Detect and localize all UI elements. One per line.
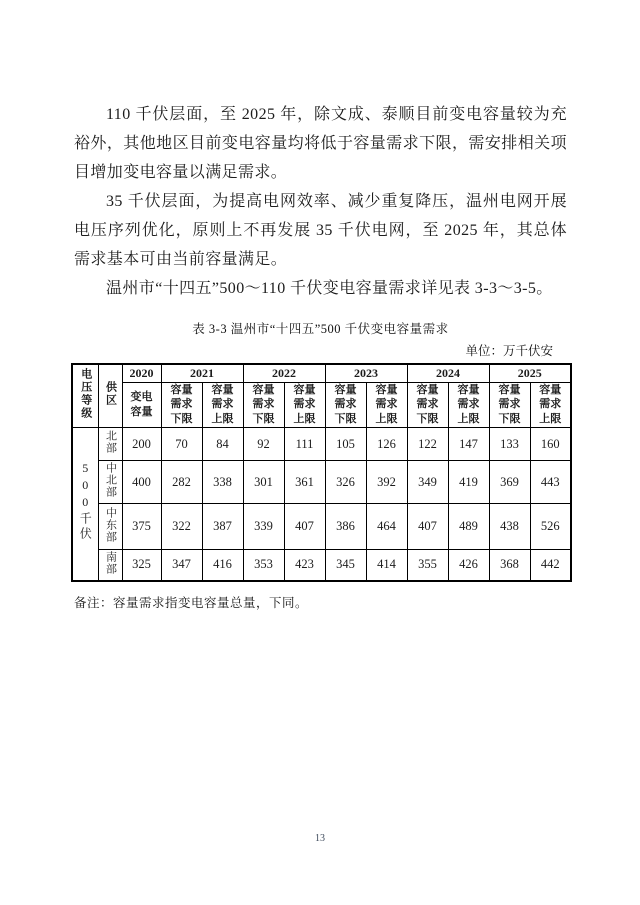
sub-header-upper-2024: [448, 382, 489, 428]
data-cell: 407: [284, 504, 325, 550]
sub-header-upper-2022: [284, 382, 325, 428]
table-row-north: [72, 428, 571, 461]
table-header-sub-row: [72, 382, 571, 428]
data-cell: 400: [122, 461, 161, 504]
data-cell: 387: [202, 504, 243, 550]
data-cell: 355: [407, 550, 448, 581]
sub-header-upper-2023: [366, 382, 407, 428]
data-cell: 338: [202, 461, 243, 504]
data-cell: 122: [407, 428, 448, 461]
sub-header-label: 容量需求上限: [211, 383, 234, 426]
data-cell: 464: [366, 504, 407, 550]
data-cell: 200: [122, 428, 161, 461]
sub-header-label: 容量需求上限: [457, 383, 480, 426]
table-row-mideast: [72, 504, 571, 550]
data-cell: 368: [489, 550, 530, 581]
data-cell: 353: [243, 550, 284, 581]
data-cell: 84: [202, 428, 243, 461]
data-cell: 105: [325, 428, 366, 461]
voltage-group-label: 500千伏: [78, 461, 93, 543]
table-row-midnorth: [72, 461, 571, 504]
sub-header-label: 变电容量: [130, 390, 153, 418]
sub-header-label: 容量需求下限: [334, 383, 357, 426]
sub-header-existing-capacity: [122, 382, 161, 428]
data-cell: 133: [489, 428, 530, 461]
data-cell: 347: [161, 550, 202, 581]
paragraph-table-ref: 温州市“十四五”500～110 千伏变电容量需求详见表 3-3～3-5。: [106, 280, 553, 297]
sub-header-lower-2025: [489, 382, 530, 428]
table-note: 备注：容量需求指变电容量总量，下同。: [74, 595, 309, 610]
area-cell: [98, 504, 122, 550]
sub-header-label: 容量需求上限: [539, 383, 562, 426]
data-cell: 375: [122, 504, 161, 550]
data-cell: 416: [202, 550, 243, 581]
voltage-level-header-cell: [72, 364, 98, 428]
data-cell: 345: [325, 550, 366, 581]
page-number: 13: [315, 833, 325, 844]
data-cell: 386: [325, 504, 366, 550]
sub-header-label: 容量需求下限: [498, 383, 521, 426]
sub-header-lower-2022: [243, 382, 284, 428]
data-cell: 419: [448, 461, 489, 504]
data-cell: 361: [284, 461, 325, 504]
data-cell: 426: [448, 550, 489, 581]
area-cell: [98, 428, 122, 461]
sub-header-lower-2024: [407, 382, 448, 428]
sub-header-upper-2021: [202, 382, 243, 428]
data-cell: 443: [530, 461, 571, 504]
data-cell: 147: [448, 428, 489, 461]
year-header-2022: 2022: [243, 364, 325, 382]
data-cell: 392: [366, 461, 407, 504]
year-header-2021: 2021: [161, 364, 243, 382]
supply-area-header-cell: [98, 364, 122, 428]
area-cell: [98, 461, 122, 504]
data-cell: 325: [122, 550, 161, 581]
supply-area-header: 供区: [104, 381, 117, 408]
data-cell: 70: [161, 428, 202, 461]
voltage-level-header: 电压等级: [79, 368, 92, 421]
capacity-demand-table: [71, 363, 572, 582]
data-cell: 349: [407, 461, 448, 504]
data-cell: 407: [407, 504, 448, 550]
sub-header-upper-2025: [530, 382, 571, 428]
data-cell: 369: [489, 461, 530, 504]
sub-header-label: 容量需求上限: [375, 383, 398, 426]
data-cell: 126: [366, 428, 407, 461]
data-cell: 282: [161, 461, 202, 504]
sub-header-label: 容量需求下限: [170, 383, 193, 426]
year-header-2023: 2023: [325, 364, 407, 382]
sub-header-label: 容量需求下限: [416, 383, 439, 426]
sub-header-lower-2023: [325, 382, 366, 428]
data-cell: 489: [448, 504, 489, 550]
data-cell: 111: [284, 428, 325, 461]
paragraph-110kv: 110 千伏层面，至 2025 年，除文成、泰顺目前变电容量较为充裕外，其他地区目前变电容量均将低于容量需求下限，需安排相关项目增加变电容量以满足需求。: [74, 106, 567, 181]
data-cell: 442: [530, 550, 571, 581]
data-cell: 322: [161, 504, 202, 550]
data-cell: 326: [325, 461, 366, 504]
data-cell: 92: [243, 428, 284, 461]
table-header-years-row: [72, 364, 571, 382]
data-cell: 160: [530, 428, 571, 461]
sub-header-lower-2021: [161, 382, 202, 428]
paragraph-35kv: 35 千伏层面，为提高电网效率、减少重复降压，温州电网开展电压序列优化，原则上不再发展 35 千伏电网，至 2025 年，其总体需求基本可由当前容量满足。: [74, 193, 567, 268]
data-cell: 301: [243, 461, 284, 504]
table-row-south: [72, 550, 571, 581]
sub-header-label: 容量需求下限: [252, 383, 275, 426]
area-label: 中东部: [104, 506, 117, 543]
table-caption: 表 3-3 温州市“十四五”500 千伏变电容量需求: [192, 322, 449, 336]
table-unit-label: 单位：万千伏安: [465, 344, 553, 358]
data-cell: 414: [366, 550, 407, 581]
sub-header-label: 容量需求上限: [293, 383, 316, 426]
area-label: 中北部: [104, 462, 117, 499]
area-label: 南部: [104, 550, 117, 575]
voltage-group-cell: [72, 428, 98, 581]
year-header-2020: 2020: [122, 364, 161, 382]
data-cell: 438: [489, 504, 530, 550]
area-cell: [98, 550, 122, 581]
area-label: 北部: [104, 430, 117, 455]
data-cell: 423: [284, 550, 325, 581]
year-header-2024: 2024: [407, 364, 489, 382]
page-content: [74, 100, 567, 611]
data-cell: 339: [243, 504, 284, 550]
year-header-2025: 2025: [489, 364, 571, 382]
data-cell: 526: [530, 504, 571, 550]
